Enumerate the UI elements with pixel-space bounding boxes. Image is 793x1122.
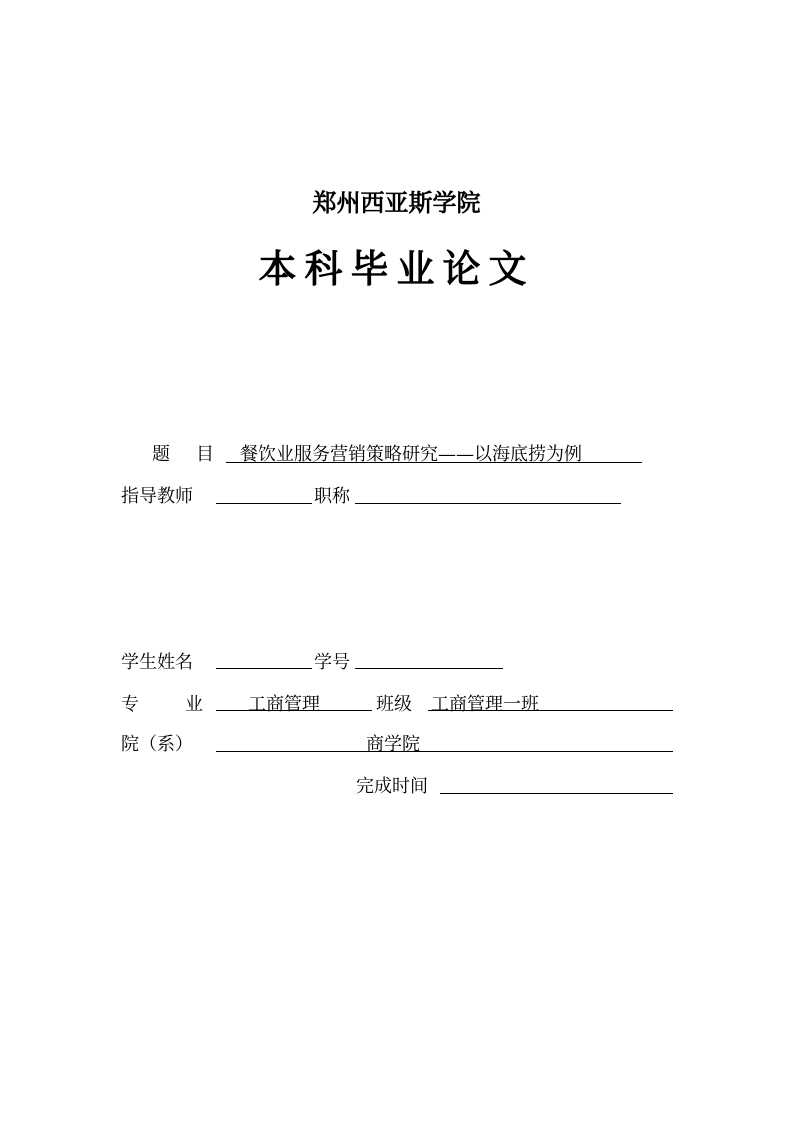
school-name: 郑州西亚斯学院	[312, 189, 481, 217]
class-value[interactable]: 工商管理一班	[431, 694, 539, 715]
student-label: 学生姓名	[121, 652, 193, 673]
id-underline	[355, 668, 503, 669]
document-type-title: 本科毕业论文	[258, 246, 535, 291]
title-value[interactable]: 餐饮业服务营销策略研究——以海底捞为例	[240, 444, 582, 465]
time-label: 完成时间	[356, 776, 428, 797]
time-underline	[440, 793, 673, 794]
dept-label: 院（系）	[121, 734, 193, 755]
advisor-label: 指导教师	[121, 486, 193, 507]
advisor-underline	[216, 503, 312, 504]
rank-label: 职称	[314, 486, 350, 507]
dept-underline	[216, 751, 673, 752]
student-underline	[216, 668, 312, 669]
major-value[interactable]: 工商管理	[248, 694, 320, 715]
title-label: 题	[152, 444, 170, 465]
id-label: 学号	[314, 652, 350, 673]
major-label: 专	[121, 694, 139, 715]
rank-underline	[355, 503, 621, 504]
major-label-2: 业	[185, 694, 203, 715]
dept-value[interactable]: 商学院	[366, 734, 420, 755]
class-label: 班级	[376, 694, 412, 715]
title-label-2: 目	[196, 444, 214, 465]
